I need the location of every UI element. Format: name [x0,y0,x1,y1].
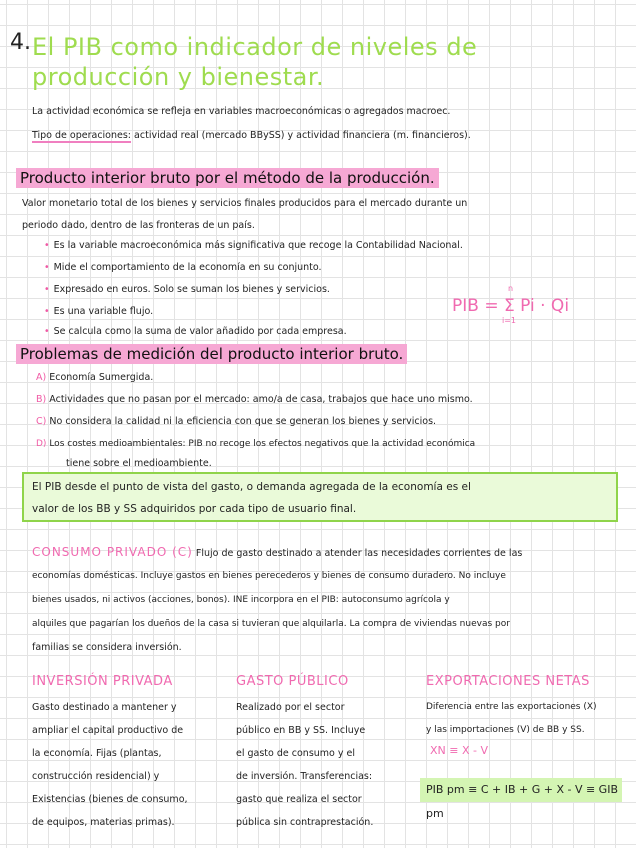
page-title: El PIB como indicador de niveles de producción y bienestar. [32,33,478,91]
formula-upper-limit: n [508,284,514,293]
consumo-line-3: bienes usados, ni activos (acciones, bonos). INE incorpora en el PIB: autoconsumo agrícola y [32,595,450,605]
bullet-item: • Se calcula como la suma de valor añadido por cada empresa. [44,326,347,337]
problema-item: D) Los costes medioambientales: PIB no recoge los efectos negativos que la actividad económica [36,439,476,449]
problemas-heading: Problemas de medición del producto interior bruto. [16,344,407,363]
bullet-item: • Es la variable macroeconómica más significativa que recoge la Contabilidad Nacional. [44,240,463,251]
inversion-heading: INVERSIÓN PRIVADA [32,674,173,689]
consumo-line-1: CONSUMO PRIVADO (C) Flujo de gasto destinado a atender las necesidades corrientes de las [32,545,523,559]
consumo-line-4: alquiles que pagarían los dueños de la casa si tuvieran que alquilarla. La compra de viviendas nuevas por [32,619,510,629]
intro-tipo-line [32,124,632,148]
gasto-publico-heading: GASTO PÚBLICO [236,674,349,689]
problema-item: B) Actividades que no pasan por el mercado: amo/a de casa, trabajos que hace uno mismo. [36,394,473,405]
gasto-definition-box [22,472,618,522]
formula-lower-limit: i=1 [502,316,517,325]
pib-formula: PIB = Σ Pi · Qi [452,296,570,316]
consumo-line-2: economías domésticas. Incluye gastos en bienes perecederos y bienes de consumo duradero. No incluye [32,571,506,581]
produccion-def-2: periodo dado, dentro de las fronteras de un país. [22,220,255,231]
pib-gasto-formula: PIB pm ≡ C + IB + G + X - V ≡ GIB pm [420,778,622,802]
intro-line: La actividad económica se refleja en variables macroeconómicas o agregados macroec. [32,106,451,117]
consumo-line-5: familias se considera inversión. [32,642,182,653]
xn-formula: XN ≡ X - V [430,744,488,757]
inversion-text: Gasto destinado a mantener y ampliar el capital productivo de la economía. Fijas (plantas, construcción residencial) y Existencias (bienes de consumo, de equipos, materias primas). [32,702,188,828]
gasto-publico-text: Realizado por el sector público en BB y SS. Incluye el gasto de consumo y el de inversión. Transferencias: gasto que realiza el sector pública sin contraprestación. [236,702,374,828]
problema-item-d-cont: tiene sobre el medioambiente. [66,458,212,469]
bullet-item: • Expresado en euros. Solo se suman los bienes y servicios. [44,284,330,295]
bullet-item: • Es una variable flujo. [44,306,154,317]
exportaciones-heading: EXPORTACIONES NETAS [426,674,590,689]
exportaciones-text: Diferencia entre las exportaciones (X) y las importaciones (V) de BB y SS. [426,702,597,735]
problema-item: C) No considera la calidad ni la eficiencia con que se generan los bienes y servicios. [36,416,437,427]
gasto-line-1: El PIB desde el punto de vista del gasto, o demanda agregada de la economía es el [32,481,471,493]
section-number: 4. [10,30,31,55]
tipo-label: Tipo de operaciones: [32,130,132,141]
bullet-item: • Mide el comportamiento de la economía en su conjunto. [44,262,322,273]
tipo-text: actividad real (mercado BBySS) y actividad financiera (m. financieros). [134,130,471,141]
produccion-heading: Producto interior bruto por el método de la producción. [16,168,439,187]
consumo-heading: CONSUMO PRIVADO (C) [32,545,193,559]
problema-item: A) Economía Sumergida. [36,372,154,383]
produccion-def-1: Valor monetario total de los bienes y servicios finales producidos para el mercado durante un [22,198,468,209]
gasto-line-2: valor de los BB y SS adquiridos por cada tipo de usuario final. [32,503,357,515]
